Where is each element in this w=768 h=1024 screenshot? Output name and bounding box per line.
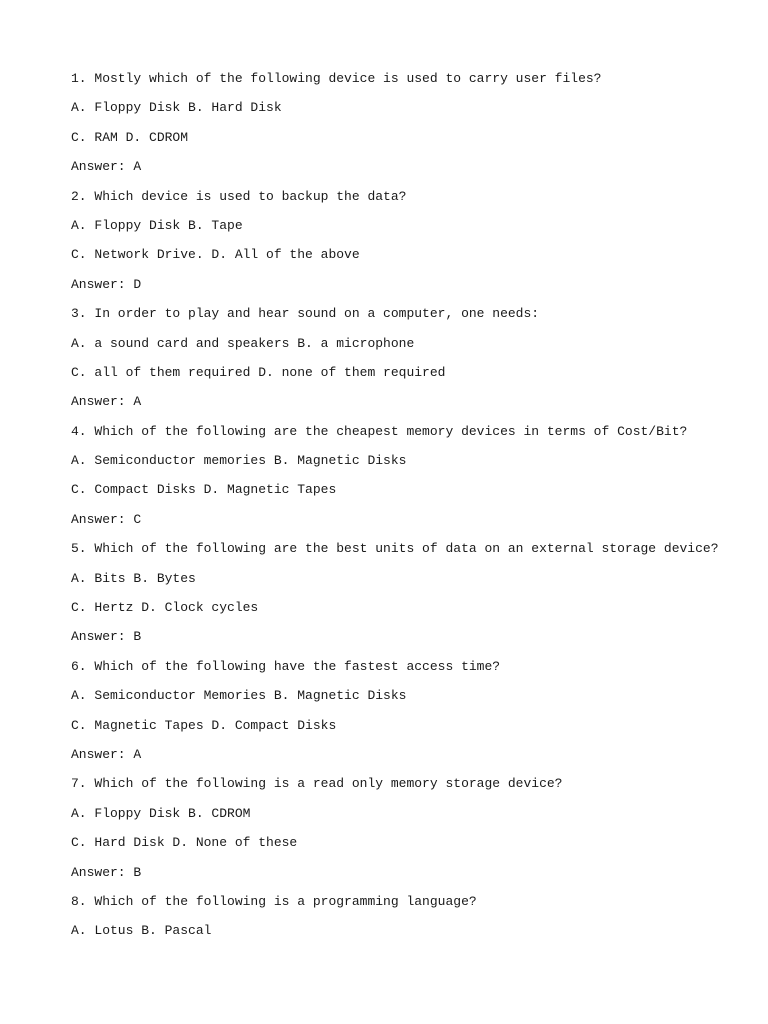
question-5-text: 5. Which of the following are the best units of data on an external storage device? <box>71 541 719 557</box>
question-3-options-ab: A. a sound card and speakers B. a microphone <box>71 335 415 351</box>
question-8-options-ab: A. Lotus B. Pascal <box>71 923 212 939</box>
question-3-options-cd: C. all of them required D. none of them required <box>71 364 446 380</box>
question-2-options-ab: A. Floppy Disk B. Tape <box>71 217 243 233</box>
quiz-text <box>71 69 748 951</box>
question-4-text: 4. Which of the following are the cheapest memory devices in terms of Cost/Bit? <box>71 423 688 439</box>
question-7-answer: Answer: B <box>71 864 142 880</box>
question-1-answer: Answer: A <box>71 159 142 175</box>
question-4-options-ab: A. Semiconductor memories B. Magnetic Disks <box>71 453 407 469</box>
question-5-options-cd: C. Hertz D. Clock cycles <box>71 600 259 616</box>
question-5-answer: Answer: B <box>71 629 142 645</box>
question-2-text: 2. Which device is used to backup the data? <box>71 188 407 204</box>
question-8-text: 8. Which of the following is a programming language? <box>71 893 477 909</box>
question-7-text: 7. Which of the following is a read only memory storage device? <box>71 776 563 792</box>
question-1-options-ab: A. Floppy Disk B. Hard Disk <box>71 100 282 116</box>
question-3-text: 3. In order to play and hear sound on a computer, one needs: <box>71 306 540 322</box>
question-7-options-cd: C. Hard Disk D. None of these <box>71 835 298 851</box>
question-6-options-cd: C. Magnetic Tapes D. Compact Disks <box>71 717 337 733</box>
question-6-answer: Answer: A <box>71 746 142 762</box>
question-5-options-ab: A. Bits B. Bytes <box>71 570 196 586</box>
question-2-options-cd: C. Network Drive. D. All of the above <box>71 247 360 263</box>
question-1-text: 1. Mostly which of the following device is used to carry user files? <box>71 71 602 86</box>
question-2-answer: Answer: D <box>71 276 142 292</box>
question-7-options-ab: A. Floppy Disk B. CDROM <box>71 805 251 821</box>
question-6-options-ab: A. Semiconductor Memories B. Magnetic Disks <box>71 688 407 704</box>
question-3-answer: Answer: A <box>71 394 142 410</box>
question-1-options-cd: C. RAM D. CDROM <box>71 129 189 145</box>
question-4-options-cd: C. Compact Disks D. Magnetic Tapes <box>71 482 337 498</box>
question-6-text: 6. Which of the following have the fastest access time? <box>71 658 501 674</box>
question-4-answer: Answer: C <box>71 511 142 527</box>
